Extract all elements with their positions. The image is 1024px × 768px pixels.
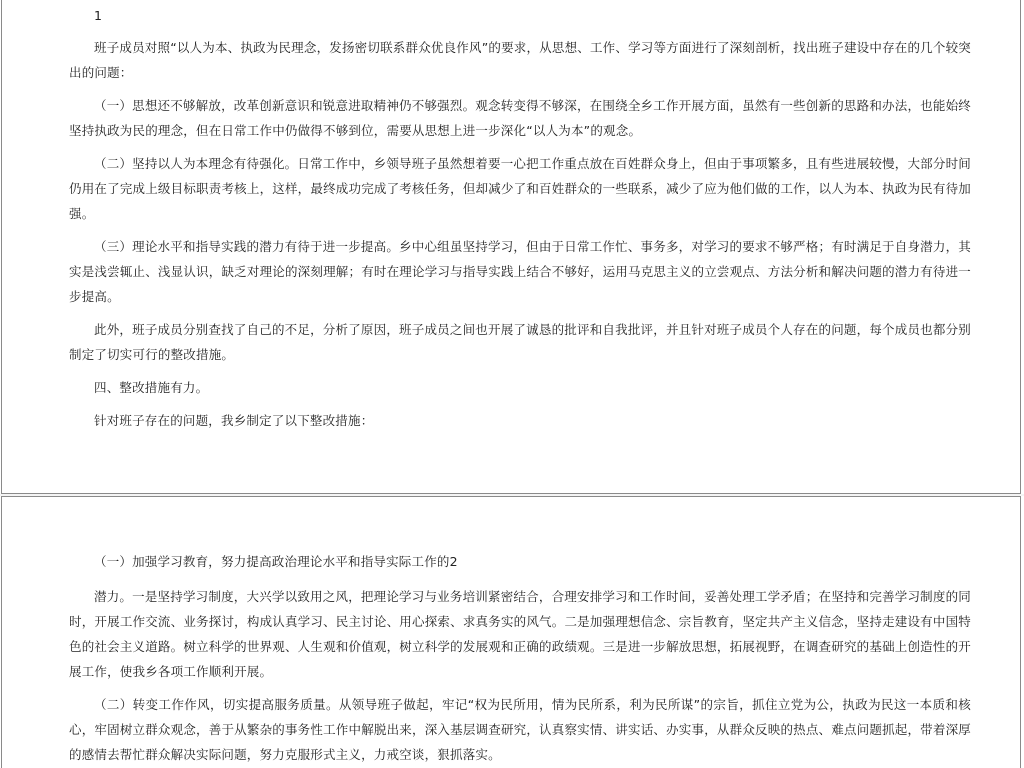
paragraph-intro: 班子成员对照“以人为本、执政为民理念，发扬密切联系群众优良作风”的要求，从思想、工作、学习等方面进行了深刻剖析，找出班子建设中存在的几个较突出的问题：	[69, 40, 971, 80]
document-page-2	[1, 496, 1021, 768]
paragraph-measure-1: 潜力。一是坚持学习制度，大兴学以致用之风，把理论学习与业务培训紧密结合，合理安排学习和工作时间，妥善处理工学矛盾；在坚持和完善学习制度的同时，开展工作交流、业务探讨，构成认真学习、民主讨论、用心探索、求真务实的风气。二是加强理想信念、宗旨教育，坚定共产主义信念，坚持走建设有中国特色的社会主义道路。树立科学的世界观、人生观和价值观，树立科学的发展观和正确的政绩观。三是进一步解放思想，拓展视野，在调查研究的基础上创造性的开展工作，使我乡各项工作顺利开展。	[69, 589, 971, 679]
paragraph-measure-2: （二）转变工作作风，切实提高服务质量。从领导班子做起，牢记“权为民所用，情为民所系，利为民所谋”的宗旨，抓住立党为公，执政为民这一本质和核 心，牢固树立群众观念，善于从繁杂的事务性工作中解脱出来，深入基层调查研究，认真察实情、讲实话、办实事，从群众反映的热点、难点问题抓起，带着深厚的感情去帮忙群众解决实际问题，努力克服形式主义，力戒空谈，狠抓落实。	[69, 697, 971, 762]
paragraph-issue-1: （一）思想还不够解放，改革创新意识和锐意进取精神仍不够强烈。观念转变得不够深，在围绕全乡工作开展方面，虽然有一些创新的思路和办法，也能始终坚持执政为民的理念，但在日常工作中仍做得不够到位，需要从思想上进一步深化“以人为本”的观念。	[69, 98, 971, 138]
paragraph-issue-3: （三）理论水平和指导实践的潜力有待于进一步提高。乡中心组虽坚持学习，但由于日常工作忙、事务多，对学习的要求不够严格；有时满足于自身潜力，其实是浅尝辄止、浅显认识，缺乏对理论的深刻理解；有时在理论学习与指导实践上结合不够好，运用马克思主义的立尝观点、方法分析和解决问题的潜力有待进一步提高。	[69, 239, 971, 304]
paragraph-measures-intro: 针对班子存在的问题，我乡制定了以下整改措施：	[94, 413, 374, 428]
section-heading-measures: 四、整改措施有力。	[94, 380, 209, 395]
page-number: 1	[94, 8, 103, 23]
page-2-content	[69, 549, 971, 768]
page-1-content	[69, 5, 971, 441]
paragraph-self-criticism: 此外，班子成员分别查找了自己的不足，分析了原因，班子成员之间也开展了诚恳的批评和自我批评，并且针对班子成员个人存在的问题，每个成员也都分别制定了切实可行的整改措施。	[69, 322, 971, 362]
paragraph-issue-2: （二）坚持以人为本理念有待强化。日常工作中，乡领导班子虽然想着要一心把工作重点放在百姓群众身上，但由于事项繁多，且有些进展较慢，大部分时间仍用在了完成上级目标职责考核上，这样，最终成功完成了考核任务，但却减少了和百姓群众的一些联系，减少了应为他们做的工作，以人为本、执政为民有待加强。	[69, 156, 971, 221]
document-page-1	[1, 0, 1021, 494]
measure-heading-1: （一）加强学习教育，努力提高政治理论水平和指导实际工作的2	[94, 554, 458, 569]
